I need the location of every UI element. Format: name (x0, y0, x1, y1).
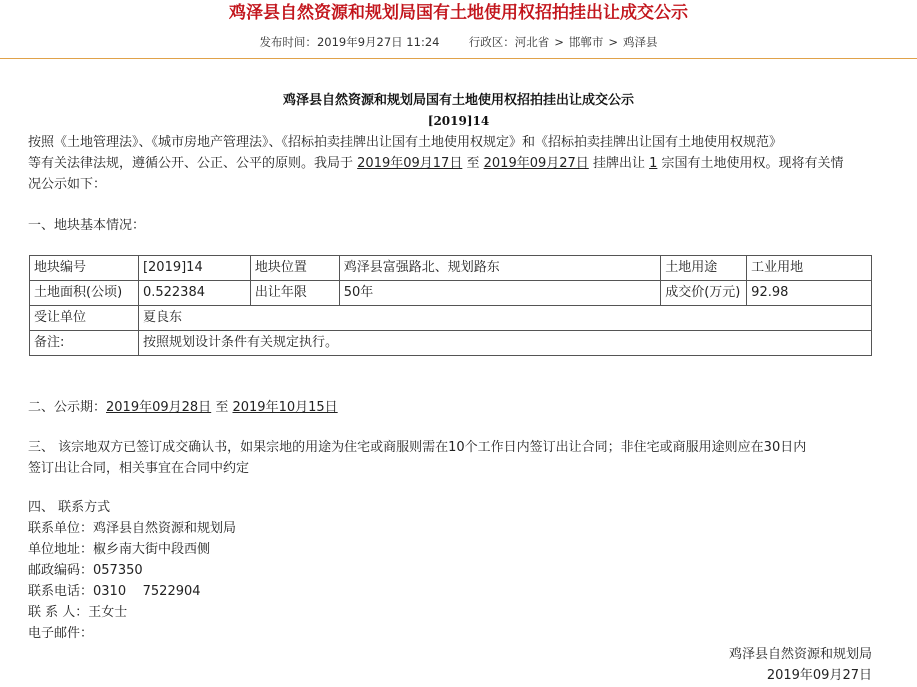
publicity-end-date: 2019年10月15日 (232, 400, 338, 415)
region-link-city[interactable]: 邯郸市 (568, 35, 604, 49)
location-label: 地块位置 (250, 256, 339, 281)
land-info-table (29, 255, 872, 356)
listing-start-date: 2019年09月17日 (357, 156, 463, 171)
header-divider (0, 58, 917, 59)
section3-paragraph (28, 437, 874, 479)
breadcrumb-separator: > (554, 35, 564, 49)
table-row (30, 306, 872, 331)
remark-value: 按照规划设计条件有关规定执行。 (138, 331, 871, 356)
notice-title: 鸡泽县自然资源和规划局国有土地使用权招拍挂出让成交公示 (282, 93, 634, 108)
intro-paragraph (28, 132, 874, 195)
publish-time: 2019年9月27日 11:24 (316, 35, 440, 49)
intro-line-3: 况公示如下： (28, 177, 107, 192)
region-label: 行政区： (468, 35, 515, 49)
contact-email: 电子邮件： (28, 626, 94, 641)
area-label: 土地面积(公顷) (30, 281, 139, 306)
contact-address: 单位地址：椒乡南大街中段西侧 (28, 542, 211, 557)
section3-line-1: 三、 该宗地双方已签订成交确认书，如果宗地的用途为住宅或商服则需在10个工作日内签订出让合同；非住宅或商服用途则应在30日内 (28, 440, 807, 455)
intro-line-2: 等有关法律法规，遵循公开、公正、公平的原则。我局于 2019年09月17日 至 2019年09月27日 挂牌出让 1 宗国有土地使用权。现将有关情 (28, 156, 844, 171)
contact-postcode: 邮政编码：057350 (28, 563, 143, 578)
publish-label: 发布时间： (259, 35, 317, 49)
intro-line-1: 按照《土地管理法》、《城市房地产管理法》、《招标拍卖挂牌出让国有土地使用权规定》和《招标拍卖挂牌出让国有土地使用权规范》 (28, 135, 783, 150)
use-value: 工业用地 (747, 256, 872, 281)
region-link-county[interactable]: 鸡泽县 (623, 35, 658, 49)
table-row (30, 256, 872, 281)
signature-date: 2019年09月27日 (766, 668, 872, 683)
area-value: 0.522384 (138, 281, 250, 306)
section1-heading: 一、地块基本情况： (28, 218, 146, 233)
plot-no-label: 地块编号 (30, 256, 139, 281)
contact-phone: 联系电话：0310 7522904 (28, 584, 201, 599)
use-label: 土地用途 (661, 256, 747, 281)
section2-publicity-period: 二、公示期：2019年09月28日 至 2019年10月15日 (28, 400, 338, 415)
term-value: 50年 (339, 281, 660, 306)
publicity-start-date: 2019年09月28日 (106, 400, 212, 415)
breadcrumb-separator: > (608, 35, 619, 49)
price-value: 92.98 (747, 281, 872, 306)
region-link-province[interactable]: 河北省 (514, 35, 550, 49)
listing-end-date: 2019年09月27日 (483, 156, 589, 171)
signature-org: 鸡泽县自然资源和规划局 (728, 647, 872, 662)
contact-person: 联 系 人：王女士 (28, 605, 128, 620)
grantee-value: 夏良东 (138, 306, 871, 331)
section4-heading: 四、 联系方式 (28, 500, 111, 515)
grantee-label: 受让单位 (30, 306, 139, 331)
section3-line-2: 签订出让合同，相关事宜在合同中约定 (28, 461, 250, 476)
location-value: 鸡泽县富强路北、规划路东 (339, 256, 660, 281)
price-label: 成交价(万元) (661, 281, 747, 306)
term-label: 出让年限 (250, 281, 339, 306)
publish-meta (0, 33, 917, 51)
page-title: 鸡泽县自然资源和规划局国有土地使用权招拍挂出让成交公示 (229, 3, 688, 23)
plot-no-value: [2019]14 (138, 256, 250, 281)
contact-unit: 联系单位：鸡泽县自然资源和规划局 (28, 521, 237, 536)
parcel-count: 1 (649, 156, 658, 171)
table-row (30, 331, 872, 356)
notice-number: [2019]14 (427, 114, 490, 128)
remark-label: 备注: (30, 331, 139, 356)
table-row (30, 281, 872, 306)
